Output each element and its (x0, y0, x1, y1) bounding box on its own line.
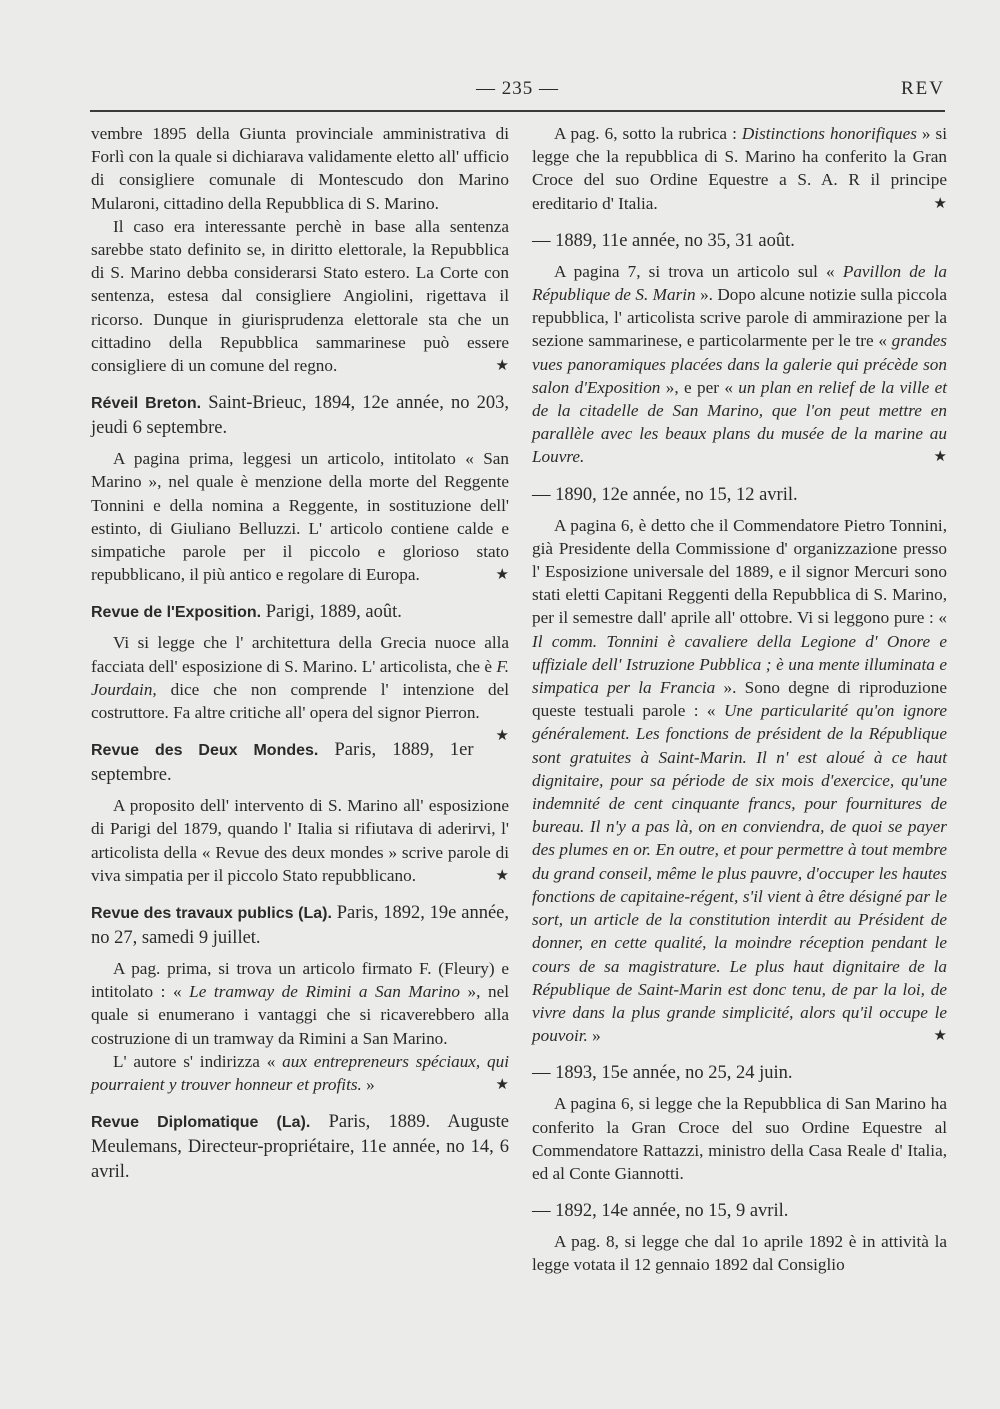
entry-heading (91, 600, 509, 625)
journal-name: Revue des Deux Mondes. (91, 742, 319, 760)
journal-reference: Saint-Brieuc, 1894, 12e année, no 203, jeudi 6 septembre. (91, 393, 509, 439)
entry-text: A pag. 6, sotto la rubrica : Distinctions honorifiques » si legge che la repubblica di S. Marino ha conferito la Gran Croce del suo Ordine Equestre a S. A. R il principe ereditario d' Italia. ★ (532, 122, 947, 215)
page-number: — 235 — (476, 78, 559, 99)
star-icon: ★ (933, 193, 947, 212)
quotation: Il comm. Tonnini è cavaliere della Legione d' Onore e uffiziale dell' Istruzione Pubblica ; è una mente illuminata e simpatica per la Francia (532, 631, 947, 698)
entry-heading (91, 738, 509, 788)
star-icon: ★ (495, 565, 509, 584)
quotation: grandes vues panoramiques placées dans la galerie qui précède son salon d'Exposition (532, 331, 947, 397)
star-icon: ★ (495, 726, 509, 745)
entry-text: A proposito dell' intervento di S. Marino all' esposizione di Parigi del 1879, quando l' Italia si rifiutava di aderirvi, l' articolista della « Revue des deux mondes » scrive parole di viva simpatia per il piccolo Stato repubblicano. ★ (91, 794, 509, 887)
star-icon: ★ (495, 865, 509, 884)
article-title: Le tramway de Rimini a San Marino (189, 982, 460, 1002)
entry-text: A pag. 8, si legge che dal 1o aprile 1892 è in attività la legge votata il 12 gennaio 1892 dal Consiglio (532, 1232, 947, 1275)
issue-heading: — 1890, 12e année, no 15, 12 avril. (532, 484, 798, 505)
running-head (90, 78, 945, 112)
issue-heading: — 1889, 11e année, no 35, 31 août. (532, 230, 795, 251)
entry-text: L' autore s' indirizza « aux entrepreneurs spéciaux, qui pourraient y trouver honneur et profits. » ★ (91, 1050, 509, 1096)
article-title: Pavillon de la République de S. Marin (532, 261, 947, 305)
right-column (532, 122, 947, 1277)
issue-heading: — 1893, 15e année, no 25, 24 juin. (532, 1063, 793, 1084)
entry-heading (91, 1110, 509, 1185)
quotation: un plan en relief de la ville et de la citadelle de San Marino, que l'on peut mettre en parallèle avec les beaux plans du musée de la marine au Louvre. (532, 377, 947, 467)
entry-text: A pagina 6, è detto che il Commendatore Pietro Tonnini, già Presidente della Commissione d' organizzazione presso l' Esposizione universale del 1889, e il signor Mercuri sono stati eletti Capitani Reggenti della Repubblica di S. Marino, per il semestre dall' aprile all' ottobre. Vi si leggono pure : « Il comm. Tonnini è cavaliere della Legione d' Onore e uffiziale dell' Istruzione Pubblica ; è una mente illuminata e simpatica per la Francia ». Sono degne di riproduzione queste testuali parole : « Une particularité qu'on ignore généralement. Les fonctions de président de la République sont gratuites à Saint-Marin. Il n' est aloué à ce haut dignitaire, pour sa période de six mois d'exercice, qu'une indemnité de cent cinquante francs, pour fournitures de bureau. Il n'y a pas là, on en conviendra, de quoi se payer des plumes en or. En outre, et pour permettre à tout membre du grand conseil, même le plus pauvre, d'occuper les hautes fonctions de capitaine-régent, s'il vient à être désigné par le sort, un article de la constitution interdit au Président de donner, en cette qualité, la moindre réception pendant le cours de sa magistrature. Le plus haut dignitaire de la République de Saint-Marin est donc tenu, de par la loi, de vivre dans la plus grande simplicité, alors qu'il occupe le pouvoir. » ★ (532, 514, 947, 1048)
star-icon: ★ (495, 356, 509, 375)
entry-heading (91, 901, 509, 951)
rubric-title: Distinctions honorifiques (741, 124, 917, 143)
paragraph-continued: vembre 1895 della Giunta provinciale amministrativa di Forlì con la quale si dichiarava validamente eletto all' ufficio di consigliere comunale di Montescudo don Marino Mularoni, cittadino della Repubblica di S. Marino. (91, 124, 509, 213)
entry-text: Vi si legge che l' architettura della Grecia nuoce alla facciata dell' esposizione di S. Marino. L' articolista, che è F. Jourdain, dice che non comprende l' intenzione del costruttore. Fa altre critiche all' opera del signor Pierron. ★ (91, 631, 509, 724)
entry-heading (91, 391, 509, 441)
journal-name: Revue des travaux publics (La). (91, 905, 332, 923)
author-name: F. Jourdain, (91, 656, 509, 699)
left-column (91, 122, 509, 1191)
journal-reference: Paris, 1889, 1er septembre. (91, 740, 474, 786)
issue-heading: — 1892, 14e année, no 15, 9 avril. (532, 1201, 789, 1222)
quotation: Une particularité qu'on ignore généralement. Les fonctions de président de la République sont gratuites à Saint-Marin. Il n' est aloué à ce haut dignitaire, pour sa période de six mois d'exercice, qu'une indemnité de cent cinquante francs, pour fournitures de bureau. Il n'y a pas là, on en conviendra, de quoi se payer des plumes en or. En outre, et pour permettre à tout membre du grand conseil, même le plus pauvre, d'occuper les hautes fonctions de capitaine-régent, s'il vient à être désigné par le sort, un article de la constitution interdit au Président de donner, en cette qualité, la moindre réception pendant le cours de sa magistrature. Le plus haut dignitaire de la République de Saint-Marin est donc tenu, de par la loi, de vivre dans la plus grande simplicité, alors qu'il occupe le pouvoir. (532, 701, 947, 1046)
star-icon: ★ (495, 1075, 509, 1094)
section-code: REV (901, 78, 945, 99)
entry-text: A pag. prima, si trova un articolo firmato F. (Fleury) e intitolato : « Le tramway de Rimini a San Marino », nel quale si enumerano i vantaggi che si ricaverebbero alla costruzione di un tramway da Rimini a San Marino. (91, 959, 509, 1048)
journal-name: Réveil Breton. (91, 395, 202, 413)
journal-name: Revue de l'Exposition. (91, 604, 262, 622)
journal-reference: Paris, 1892, 19e année, no 27, samedi 9 juillet. (91, 903, 509, 949)
star-icon: ★ (933, 447, 947, 466)
entry-text: A pagina 6, si legge che la Repubblica di San Marino ha conferito la Gran Croce del suo Ordine Equestre al Commendatore Rattazzi, ministro della Casa Reale d' Italia, ed al Conte Giannotti. (532, 1094, 947, 1183)
entry-text: A pagina 7, si trova un articolo sul « Pavillon de la République de S. Marin ». Dopo alcune notizie sulla piccola repubblica, l' articolista scrive parole di ammirazione per la sezione sammarinese, e particolarmente per le tre « grandes vues panoramiques placées dans la galerie qui précède son salon d'Exposition », e per « un plan en relief de la ville et de la citadelle de San Marino, que l'on peut mettre en parallèle avec les beaux plans du musée de la marine au Louvre. ★ (532, 260, 947, 469)
journal-reference: Paris, 1889. Auguste Meulemans, Directeur-propriétaire, 11e année, no 14, 6 avril. (91, 1112, 509, 1183)
paragraph: Il caso era interessante perchè in base alla sentenza sarebbe stato definito se, in diritto elettorale, la Repubblica di S. Marino debba considerarsi Stato estero. La Corte con sentenza, estesa dal consigliere Angiolini, rigettava il ricorso. Dunque in giurisprudenza elettorale sta che un cittadino della Repubblica sammarinese può essere consigliere di un comune del regno. ★ (91, 215, 509, 377)
star-icon: ★ (933, 1026, 947, 1045)
entry-text: A pagina prima, leggesi un articolo, intitolato « San Marino », nel quale è menzione della morte del Reggente Tonnini e della nomina a Reggente, in sostituzione dell' estinto, di Giuliano Belluzzi. L' articolo contiene calde e simpatiche parole per il piccolo e glorioso stato repubblicano, il più antico e regolare di Europa. ★ (91, 447, 509, 586)
journal-name: Revue Diplomatique (La). (91, 1114, 311, 1132)
quotation: aux entrepreneurs spéciaux, qui pourraient y trouver honneur et profits. (91, 1051, 509, 1095)
journal-reference: Parigi, 1889, août. (261, 602, 402, 623)
